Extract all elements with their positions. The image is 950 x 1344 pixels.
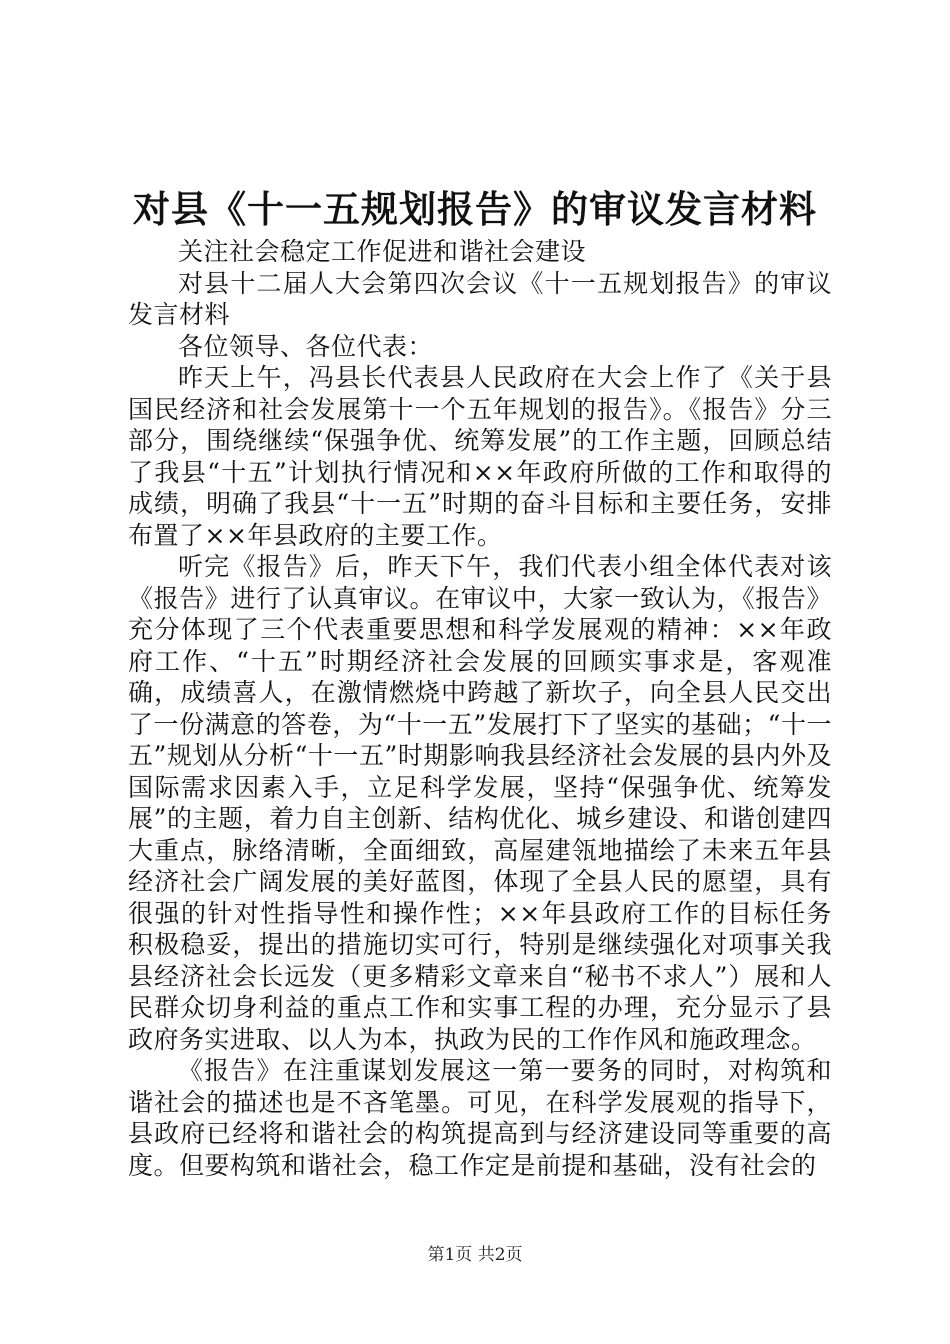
- body-paragraph: 听完《报告》后，昨天下午，我们代表小组全体代表对该《报告》进行了认真审议。在审议中，大家一致认为，《报告》充分体现了三个代表重要思想和科学发展观的精神：××年政府工作、“十五”时期经济社会发展的回顾实事求是，客观准确，成绩喜人，在激情燃烧中跨越了新坎子，向全县人民交出了一份满意的答卷，为“十一五”发展打下了坚实的基础；“十一五”规划从分析“十一五”时期影响我县经济社会发展的县内外及国际需求因素入手，立足科学发展，坚持“保强争优、统筹发展”的主题，着力自主创新、结构优化、城乡建设、和谐创建四大重点，脉络清晰，全面细致，高屋建瓴地描绘了未来五年县经济社会广阔发展的美好蓝图，体现了全县人民的愿望，具有很强的针对性指导性和操作性；××年县政府工作的目标任务积极稳妥，提出的措施切实可行，特别是继续强化对项事关我县经济社会长远发（更多精彩文章来自“秘书不求人”）展和人民群众切身利益的重点工作和实事工程的办理，充分显示了县政府务实进取、以人为本，执政为民的工作作风和施政理念。: [128, 552, 832, 1054]
- subtitle-paragraph: 关注社会稳定工作促进和谐社会建设: [178, 237, 587, 266]
- page-footer: 第1页 共2页: [427, 1245, 523, 1265]
- salutation-paragraph: 各位领导、各位代表：: [178, 331, 434, 361]
- body-paragraph: 《报告》在注重谋划发展这一第一要务的同时，对构筑和谐社会的描述也是不吝笔墨。可见，在科学发展观的指导下，县政府已经将和谐社会的构筑提高到与经济建设同等重要的高度。但要构筑和谐社会，稳工作定是前提和基础，没有社会的: [128, 1056, 832, 1180]
- document-body: [128, 236, 832, 1181]
- document-title: 对县《十一五规划报告》的审议发言材料: [133, 187, 817, 231]
- heading-paragraph: 对县十二届人大会第四次会议《十一五规划报告》的审议发言材料: [128, 268, 832, 329]
- body-paragraph: 昨天上午，冯县长代表县人民政府在大会上作了《关于县国民经济和社会发展第十一个五年规划的报告》。《报告》分三部分，围绕继续“保强争优、统筹发展”的工作主题，回顾总结了我县“十五”计划执行情况和××年政府所做的工作和取得的成绩，明确了我县“十一五”时期的奋斗目标和主要任务，安排布置了××年县政府的主要工作。: [128, 363, 832, 550]
